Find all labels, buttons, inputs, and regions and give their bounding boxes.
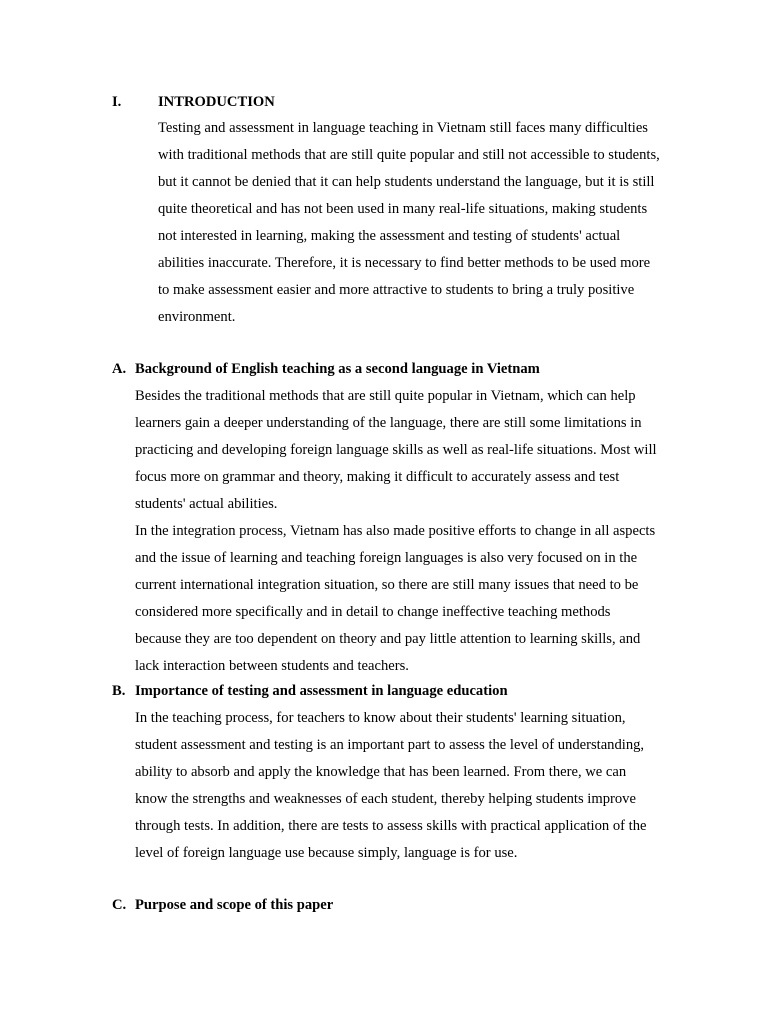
text-line: through tests. In addition, there are tests to assess skills with practical application of the [135,818,647,834]
text-line: because they are too dependent on theory and pay little attention to learning skills, and [135,631,641,647]
text-line: focus more on grammar and theory, making it difficult to accurately assess and test [135,469,620,485]
section-letter: B. [112,683,126,699]
text-line: abilities inaccurate. Therefore, it is necessary to find better methods to be used more [158,255,651,271]
text-line: considered more specifically and in detail to change ineffective teaching methods [135,604,611,620]
text-line: and the issue of learning and teaching foreign languages is also very focused on in the [135,550,638,566]
section-number: I. [112,94,122,110]
text-line: current international integration situation, so there are still many issues that need to be [135,577,639,593]
text-line: but it cannot be denied that it can help students understand the language, but it is still [158,174,655,190]
text-line: lack interaction between students and teachers. [135,658,409,674]
text-line: student assessment and testing is an important part to assess the level of understanding, [135,737,645,753]
section-title: INTRODUCTION [158,94,275,110]
text-line: not interested in learning, making the assessment and testing of students' actual [158,228,621,244]
text-line: to make assessment easier and more attractive to students to bring a truly positive [158,282,635,298]
text-line: In the teaching process, for teachers to know about their students' learning situation, [135,710,626,726]
text-line: with traditional methods that are still quite popular and still not accessible to students, [158,147,660,163]
section-letter: C. [112,897,127,913]
section-letter: A. [112,361,127,377]
text-line: quite theoretical and has not been used in many real-life situations, making students [158,201,648,217]
text-line: In the integration process, Vietnam has also made positive efforts to change in all aspects [135,523,656,539]
text-line: level of foreign language use because simply, language is for use. [135,845,518,861]
text-line: practicing and developing foreign language skills as well as real-life situations. Most will [135,442,657,458]
section-heading: Purpose and scope of this paper [135,897,334,913]
section-heading: Importance of testing and assessment in language education [135,683,508,699]
text-line: Besides the traditional methods that are still quite popular in Vietnam, which can help [135,388,636,404]
text-line: Testing and assessment in language teaching in Vietnam still faces many difficulties [158,120,648,136]
text-line: know the strengths and weaknesses of each student, thereby helping students improve [135,791,636,807]
text-line: learners gain a deeper understanding of the language, there are still some limitations in [135,415,642,431]
text-line: environment. [158,309,236,325]
text-line: ability to absorb and apply the knowledge that has been learned. From there, we can [135,764,627,780]
section-heading: Background of English teaching as a second language in Vietnam [135,361,540,377]
text-line: students' actual abilities. [135,496,278,512]
